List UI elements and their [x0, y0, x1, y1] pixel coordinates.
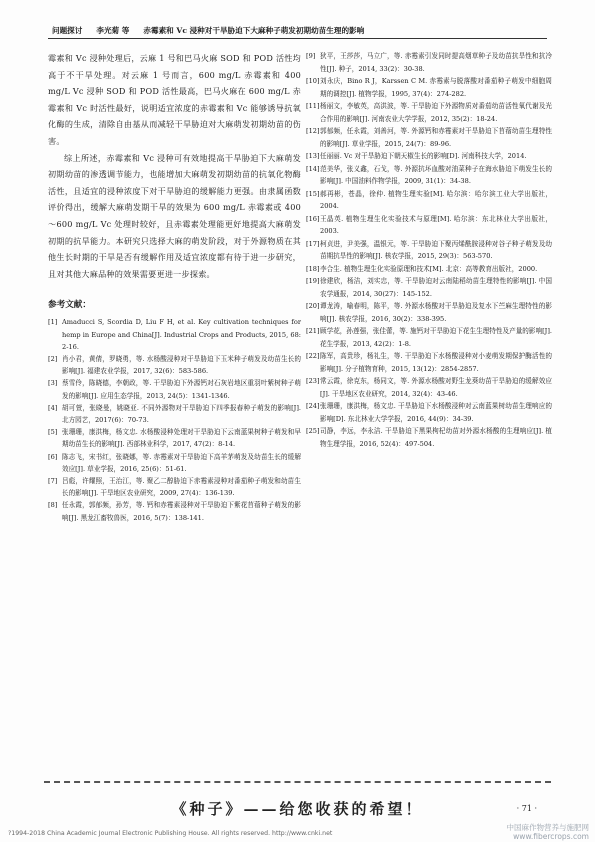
reference-number: [1] [48, 318, 58, 327]
reference-item [306, 275, 552, 300]
reference-number: [6] [48, 452, 58, 461]
reference-number: [19] [306, 277, 320, 285]
reference-item [306, 75, 552, 100]
reference-number: [20] [306, 302, 320, 310]
reference-number: [25] [306, 427, 320, 435]
reference-list-right [306, 50, 552, 450]
reference-number: [10] [306, 77, 320, 85]
reference-text: 刘永庆，Bino R J，Karssen C M. 赤霉素与脱落酸对番茄种子萌发中细胞周期的调控[J]. 植物学报，1995, 37(4)：274-282. [320, 77, 552, 98]
reference-text: 狄平，王莎莎，马立广，等. 赤霉素引发同时提高烟草种子及幼苗抗旱性和抗冷性[J]. 种子，2014, 33(2)：30-38. [320, 52, 552, 73]
copyright-notice: ?1994-2018 China Academic Journal Electronic Publishing House. All rights reserved. http://www.cnki.net [8, 830, 333, 837]
watermark-logo [507, 823, 590, 841]
reference-text: 范美华，张义鑫，石戈，等. 外源抗坏血酸对油菜种子在海水胁迫下萌发生长的影响[J]. 中国油料作物学报，2009, 31(1)：34-38. [320, 164, 552, 185]
reference-number: [22] [306, 352, 320, 360]
reference-number: [13] [306, 152, 320, 160]
reference-text: 吕彪，许耀照，王治江，等. 聚乙二醇胁迫下赤霉素浸种对番茄种子萌发和幼苗生长的影响[J]. 干旱地区农业研究，2009, 27(4)：136-139. [62, 476, 301, 498]
header-title: 赤霉素和 Vc 浸种对干旱胁迫下大麻种子萌发初期幼苗生理的影响 [143, 26, 365, 35]
reference-item [306, 163, 552, 188]
reference-number: [2] [48, 354, 58, 363]
reference-item [306, 375, 552, 400]
reference-text: 任永霞，郭郁频，孙芳，等. 钙和赤霉素浸种对干旱胁迫下紫花苜蓿种子萌发的影响[J]. 黑龙江畜牧兽医，2016, 5(7)：138-141. [62, 501, 301, 522]
reference-item [306, 150, 552, 163]
reference-number: [14] [306, 164, 320, 173]
section-label: 问题探讨 [52, 26, 83, 35]
reference-number: [5] [48, 428, 58, 437]
reference-list-left [48, 316, 301, 523]
left-column [48, 50, 301, 524]
reference-item [306, 400, 552, 425]
reference-number: [23] [306, 377, 320, 385]
reference-number: [12] [306, 127, 320, 135]
reference-number: [3] [48, 379, 58, 388]
reference-text: 郝再彬，苍晶，徐仲. 植物生理实验[M]. 哈尔滨：哈尔滨工业大学出版社，2004. [320, 189, 552, 210]
reference-item [306, 425, 552, 450]
watermark-url: www.fibercrops.com [513, 832, 589, 841]
reference-number: [18] [306, 264, 320, 273]
reference-item [306, 325, 552, 350]
body-paragraph-2: 综上所述，赤霉素和 Vc 浸种可有效地提高干旱胁迫下大麻萌发初期幼苗的渗透调节能力，也能增加大麻萌发初期幼苗的抗氧化物酶活性，且适宜的浸种浓度下对干旱胁迫的缓解能力更强。由隶属函数评价得出，缓解大麻萌发期干旱的效果为 600 mg/L 赤霉素或 400～600 mg/L Vc 处理时较好，且赤霉素处理能更好地提高大麻萌发初期的抗旱能力。本研究只选择大麻的萌发阶段，对于外源物质在其他生长时期的干旱是否有缓解作用及适宜浓度都有待于进一步研究，且对其他大麻品种的效果需要更进一步探索。 [48, 152, 301, 279]
reference-text: 胡可萱，张晓曼，姚晓亚. 不同外源物对干旱胁迫下四季报春种子萌发的影响[J]. 北方园艺，2017(6)：70-73. [62, 403, 301, 424]
page-number: · 71 · [516, 804, 537, 813]
reference-text: 常云霞，徐克东，杨同文，等. 外源水杨酸对野生龙葵幼苗干旱胁迫的缓解效应[J]. 干旱地区农业研究，2014, 32(4)：43-46. [320, 377, 552, 398]
reference-text: 徐建欣，杨洁，刘实忠，等. 干旱胁迫对云南陆稻幼苗生理特性的影响[J]. 中国农学通报，2014, 30(27)：145-152. [320, 277, 552, 298]
reference-number: [15] [306, 189, 320, 198]
reference-number: [21] [306, 327, 320, 335]
reference-text: 谭龙涛，喻春明，陈平，等. 外源水杨酸对干旱胁迫及复水下苎麻生理特性的影响[J]. 核农学报，2016, 30(2)：338-395. [320, 302, 552, 323]
reference-text: 张珊珊，康洪梅，杨文忠. 干旱胁迫下水杨酸浸种对云南蓝果树幼苗生理响应的影响[D]. 东北林业大学学报，2016, 44(9)：34-39. [320, 402, 552, 423]
reference-item [306, 238, 552, 263]
reference-text: 肖小君，黄倩，罗晓勇，等. 水杨酸浸种对干旱胁迫下玉米种子萌发及幼苗生长的影响[J]. 福建农业学报，2017, 32(6)：583-586. [62, 354, 301, 376]
reference-number: [17] [306, 239, 320, 248]
reference-text: 司静，李远，李永洁. 干旱胁迫下黑果枸杞幼苗对外源水杨酸的生理响应[J]. 植物生理学报，2016, 52(4)：497-504. [320, 427, 552, 448]
reference-number: [9] [306, 52, 316, 60]
reference-text: 陈军，高贵珍，杨礼生，等. 干旱胁迫下水杨酸浸种对小麦萌发期保护酶活性的影响[J]. 分子植物育种，2015, 13(12)：2854-2857. [320, 352, 552, 373]
watermark-text: 中国麻作物营养与施肥网 [506, 823, 589, 832]
journal-slogan: 《种子》——给您收获的希望！ [171, 800, 424, 818]
reference-text: Amaducci S, Scordia D, Liu F H, et al. Key cultivation techniques for hemp in Europe and China[J]. Industrial Crops and Products, 2015, 68: 2-16. [62, 318, 301, 351]
reference-text: 张珊珊，康洪梅，杨文忠. 水杨酸浸种处理对干旱胁迫下云南蓝果树种子萌发和早期幼苗生长的影响[J]. 西部林业科学，2017, 47(2)：8-14. [62, 428, 301, 449]
reference-text: 郭郁频，任永霞，刘善河，等. 外源钙和赤霉素对干旱胁迫下苜蓿幼苗生理特性的影响[J]. 草业学报，2015, 24(7)：89-96. [320, 127, 552, 148]
reference-item [306, 100, 552, 125]
right-column [306, 50, 552, 450]
reference-item [48, 426, 301, 450]
reference-item [48, 451, 301, 475]
footer-dashed-rule [44, 781, 551, 783]
reference-item [306, 125, 552, 150]
reference-number: [16] [306, 214, 320, 223]
reference-number: [11] [306, 102, 320, 110]
reference-item [306, 300, 552, 325]
reference-item [306, 350, 552, 375]
references-heading: 参考文献： [48, 300, 91, 311]
header-authors: 李光菊 等 [96, 26, 130, 35]
reference-item [306, 50, 552, 75]
reference-text: 柯贞进，尹美强，温银元，等. 干旱胁迫下聚丙烯酰胺浸种对谷子种子萌发及幼苗期抗旱性的影响[J]. 核农学报，2015, 29(3)：563-570. [320, 239, 552, 260]
reference-number: [24] [306, 402, 320, 410]
reference-text: 蔡雪伶，陈晓德，李朝政，等. 干旱胁迫下外源钙对石灰岩地区重羽叶紫树种子萌发的影响[J]. 应用生态学报，2013, 24(5)：1341-1346. [62, 379, 301, 400]
reference-item [48, 377, 301, 401]
reference-text: 陈志飞，宋书红，张晓娜，等. 赤霉素对干旱胁迫下高羊茅萌发及幼苗生长的缓解效应[J]. 草业学报，2016, 25(6)：51-61. [62, 452, 301, 473]
reference-item [48, 402, 301, 426]
reference-item [306, 213, 552, 238]
reference-item [48, 353, 301, 377]
reference-number: [8] [48, 501, 58, 510]
running-header [52, 16, 547, 36]
reference-text: 杨丽文，李敏英，高洪波，等. 干旱胁迫下外源物质对番茄幼苗活性氧代谢及光合作用的影响[J]. 河南农业大学学报，2012, 35(2)：18-24. [320, 102, 552, 123]
reference-number: [4] [48, 403, 58, 412]
reference-text: 任丽丽. Vc 对干旱胁迫下朝天椒生长的影响[D]. 河南科技大学，2014. [320, 152, 527, 160]
reference-text: 李合生. 植物生理生化实验原理和技术[M]. 北京：高等教育出版社，2000. [320, 264, 538, 273]
reference-item [48, 475, 301, 499]
reference-text: 顾学花，孙莲强，张佳蕾，等. 施钙对干旱胁迫下花生生理特性及产量的影响[J]. 花生学报，2013, 42(2)：1-8. [320, 327, 552, 348]
reference-item [306, 188, 552, 213]
reference-number: [7] [48, 476, 58, 485]
body-paragraph-1: 霉素和 Vc 浸种处理后，云麻 1 号和巴马火麻 SOD 和 POD 活性均高于不干旱处理。对云麻 1 号而言，600 mg/L 赤霉素和 400 mg/L Vc 浸种 SOD 和 POD 活性最高，巴马火麻在 600 mg/L 赤霉素和 Vc 时活性最好，说明适宜浓度的赤霉素和 Vc 能够诱导抗氧化酶的生成，清除自由基从而减轻干旱胁迫对大麻萌发初期幼苗的伤害。 [48, 53, 301, 146]
header-rule [48, 38, 547, 39]
reference-text: 王晶英. 植物生理生化实验技术与原理[M]. 哈尔滨：东北林业大学出版社，2003. [320, 214, 552, 235]
reference-item [48, 499, 301, 523]
reference-item [48, 316, 301, 353]
reference-item [306, 263, 552, 276]
